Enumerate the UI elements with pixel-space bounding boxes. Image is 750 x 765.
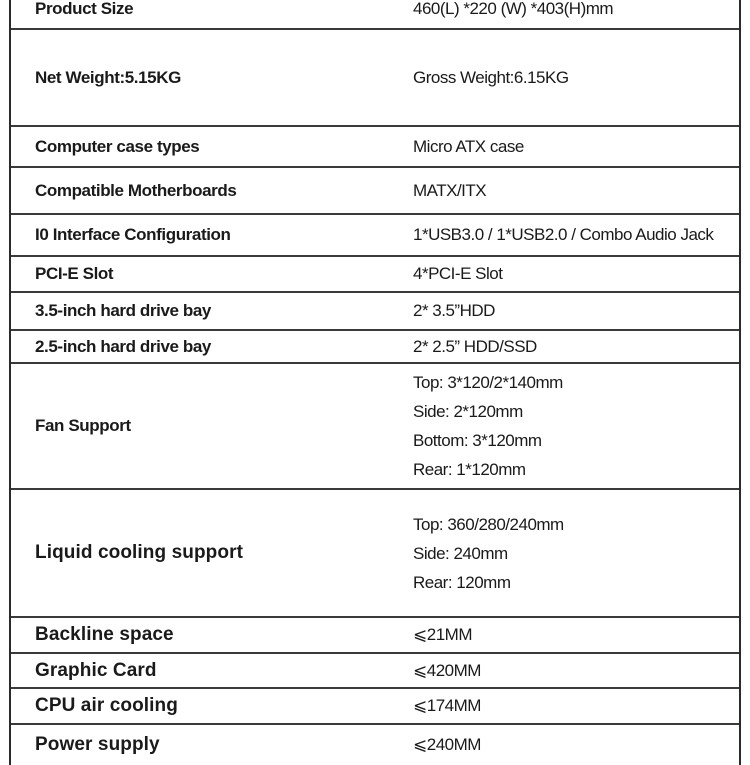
spec-value-line: ⩽420MM — [413, 660, 481, 680]
spec-row — [11, 689, 739, 725]
spec-label: PCI-E Slot — [35, 264, 114, 283]
spec-value — [413, 625, 472, 645]
spec-row — [11, 257, 739, 293]
spec-row — [11, 618, 739, 654]
spec-row — [11, 168, 739, 215]
spec-row — [11, 654, 739, 689]
spec-row — [11, 364, 739, 490]
spec-value — [413, 225, 713, 245]
spec-value-line: Micro ATX case — [413, 136, 524, 156]
spec-row — [11, 215, 739, 257]
spec-label: 2.5-inch hard drive bay — [35, 336, 211, 356]
spec-value-line: ⩽21MM — [413, 625, 472, 644]
spec-value — [413, 368, 563, 484]
spec-row — [11, 127, 739, 168]
spec-table — [9, 0, 741, 765]
spec-value-line: Gross Weight:6.15KG — [413, 67, 569, 87]
spec-value-line: 460(L) *220 (W) *403(H)mm — [413, 0, 614, 18]
spec-value — [413, 68, 569, 88]
spec-row — [11, 0, 739, 30]
spec-value-line: Top: 360/280/240mm — [413, 514, 564, 534]
spec-label: Net Weight:5.15KG — [35, 67, 181, 87]
spec-value — [413, 337, 537, 357]
spec-value-line: ⩽174MM — [413, 696, 481, 715]
spec-value-line: 1*USB3.0 / 1*USB2.0 / Combo Audio Jack — [413, 225, 714, 244]
spec-value-line: Side: 240mm — [413, 543, 508, 563]
spec-value — [413, 661, 481, 681]
spec-label: Backline space — [35, 624, 174, 645]
spec-label: 3.5-inch hard drive bay — [35, 301, 211, 320]
spec-value — [413, 181, 486, 201]
spec-value-line: ⩽240MM — [413, 735, 481, 754]
spec-value — [413, 735, 481, 755]
spec-row — [11, 490, 739, 618]
spec-label: Liquid cooling support — [35, 542, 243, 563]
spec-label: Product Size — [35, 0, 134, 18]
spec-row — [11, 725, 739, 765]
spec-value — [413, 696, 481, 716]
spec-value — [413, 137, 524, 157]
spec-value-line: 2* 2.5” HDD/SSD — [413, 336, 537, 356]
spec-value-line: 4*PCI-E Slot — [413, 264, 503, 283]
spec-value-line: Side: 2*120mm — [413, 402, 523, 421]
spec-row — [11, 293, 739, 331]
spec-label: Compatible Motherboards — [35, 180, 237, 200]
spec-value — [413, 301, 495, 321]
spec-value — [413, 510, 564, 597]
spec-value — [413, 264, 502, 284]
spec-label: Fan Support — [35, 416, 131, 435]
spec-label: Graphic Card — [35, 659, 157, 681]
spec-value-line: 2* 3.5”HDD — [413, 301, 495, 320]
spec-value — [413, 0, 613, 19]
spec-label: CPU air cooling — [35, 695, 178, 716]
spec-value-line: Bottom: 3*120mm — [413, 431, 542, 450]
spec-label: I0 Interface Configuration — [35, 225, 231, 244]
spec-row — [11, 30, 739, 127]
spec-value-line: Rear: 1*120mm — [413, 460, 526, 479]
spec-label: Computer case types — [35, 136, 200, 156]
spec-label: Power supply — [35, 734, 160, 755]
spec-row — [11, 331, 739, 364]
spec-value-line: Rear: 120mm — [413, 572, 511, 592]
spec-value-line: MATX/ITX — [413, 180, 487, 200]
spec-value-line: Top: 3*120/2*140mm — [413, 373, 563, 392]
